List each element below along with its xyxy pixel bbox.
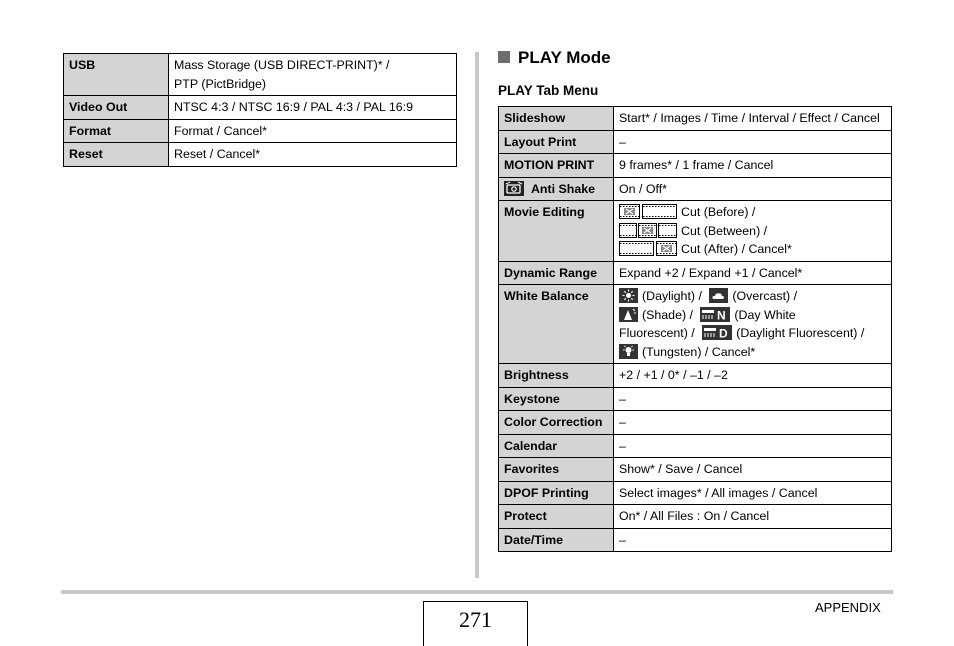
table-row <box>499 364 892 388</box>
row-value-brightness: +2 / +1 / 0* / –1 / –2 <box>614 364 892 388</box>
row-value-protect: On* / All Files : On / Cancel <box>614 505 892 529</box>
fluorescent-text: Fluorescent) / <box>619 326 695 340</box>
row-value-calendar: – <box>614 434 892 458</box>
footer-section-label: APPENDIX <box>815 600 881 615</box>
column-divider <box>475 52 479 578</box>
table-row <box>499 387 892 411</box>
row-label-dpof-printing: DPOF Printing <box>499 481 614 505</box>
row-label-movie-editing: Movie Editing <box>499 201 614 262</box>
table-row <box>499 261 892 285</box>
settings-table <box>63 53 457 167</box>
row-label-dynamic-range: Dynamic Range <box>499 261 614 285</box>
row-value-color-correction: – <box>614 411 892 435</box>
row-label-motion-print: MOTION PRINT <box>499 154 614 178</box>
table-row <box>499 107 892 131</box>
cut-after-text: Cut (After) / Cancel* <box>681 242 792 256</box>
value-line: PTP (PictBridge) <box>174 76 267 91</box>
daylight-fluorescent-letter: D <box>719 326 728 340</box>
square-bullet-icon <box>498 51 510 63</box>
row-label-date-time: Date/Time <box>499 528 614 552</box>
row-value-video-out: NTSC 4:3 / NTSC 16:9 / PAL 4:3 / PAL 16:9 <box>169 96 457 120</box>
cut-after-icon <box>619 241 677 256</box>
shade-text: (Shade) / <box>642 307 693 322</box>
table-row <box>499 411 892 435</box>
table-row <box>64 96 457 120</box>
day-white-text: (Day White <box>734 307 796 322</box>
row-value-keystone: – <box>614 387 892 411</box>
row-label-reset: Reset <box>64 143 169 167</box>
daylight-icon <box>619 288 638 303</box>
row-label-anti-shake <box>499 177 614 201</box>
cut-between-text: Cut (Between) / <box>681 223 768 238</box>
table-row <box>499 201 892 262</box>
overcast-text: (Overcast) / <box>732 289 798 303</box>
row-label-slideshow: Slideshow <box>499 107 614 131</box>
row-value-favorites: Show* / Save / Cancel <box>614 458 892 482</box>
table-row <box>499 481 892 505</box>
day-white-fluorescent-icon <box>700 307 730 322</box>
page-number: 271 <box>459 607 492 632</box>
tungsten-text: (Tungsten) / Cancel* <box>642 344 756 359</box>
row-label-format: Format <box>64 119 169 143</box>
daylight-fluorescent-text: (Daylight Fluorescent) / <box>736 326 865 340</box>
table-row <box>64 143 457 167</box>
row-value-movie-editing <box>614 201 892 262</box>
section-title-text: PLAY Mode <box>518 48 611 67</box>
play-tab-table <box>498 106 892 552</box>
footer-divider <box>61 590 893 594</box>
row-label-color-correction: Color Correction <box>499 411 614 435</box>
table-row <box>499 528 892 552</box>
day-white-letter: N <box>717 308 727 322</box>
table-row <box>499 177 892 201</box>
row-value-reset: Reset / Cancel* <box>169 143 457 167</box>
cut-between-icon <box>619 223 677 238</box>
row-label-white-balance: White Balance <box>499 285 614 364</box>
row-value-dynamic-range: Expand +2 / Expand +1 / Cancel* <box>614 261 892 285</box>
row-label-brightness: Brightness <box>499 364 614 388</box>
overcast-icon <box>709 288 728 303</box>
row-value-motion-print: 9 frames* / 1 frame / Cancel <box>614 154 892 178</box>
cut-before-icon <box>619 204 677 219</box>
row-label-keystone: Keystone <box>499 387 614 411</box>
row-label-layout-print: Layout Print <box>499 130 614 154</box>
table-row <box>64 54 457 96</box>
row-label-calendar: Calendar <box>499 434 614 458</box>
tungsten-icon <box>619 344 638 359</box>
daylight-text: (Daylight) / <box>642 289 702 303</box>
table-row <box>499 285 892 364</box>
table-row <box>499 154 892 178</box>
cut-before-text: Cut (Before) / <box>681 205 756 219</box>
row-label-favorites: Favorites <box>499 458 614 482</box>
section-title <box>498 47 611 69</box>
row-value-format: Format / Cancel* <box>169 119 457 143</box>
table-row <box>499 505 892 529</box>
row-value-dpof-printing: Select images* / All images / Cancel <box>614 481 892 505</box>
row-value-white-balance <box>614 285 892 364</box>
row-value-date-time: – <box>614 528 892 552</box>
row-label-protect: Protect <box>499 505 614 529</box>
shade-icon <box>619 307 638 322</box>
section-subtitle: PLAY Tab Menu <box>498 83 599 98</box>
anti-shake-icon <box>504 181 524 196</box>
page-number-box <box>423 601 528 646</box>
value-line: Mass Storage (USB DIRECT-PRINT)* / <box>174 58 390 72</box>
row-label-usb: USB <box>64 54 169 96</box>
anti-shake-label: Anti Shake <box>530 181 596 196</box>
table-row <box>64 119 457 143</box>
row-value-layout-print: – <box>614 130 892 154</box>
table-row <box>499 434 892 458</box>
row-value-usb <box>169 54 457 96</box>
row-label-video-out: Video Out <box>64 96 169 120</box>
row-value-slideshow: Start* / Images / Time / Interval / Effect / Cancel <box>614 107 892 131</box>
row-value-anti-shake: On / Off* <box>614 177 892 201</box>
daylight-fluorescent-icon <box>702 325 732 340</box>
table-row <box>499 130 892 154</box>
table-row <box>499 458 892 482</box>
